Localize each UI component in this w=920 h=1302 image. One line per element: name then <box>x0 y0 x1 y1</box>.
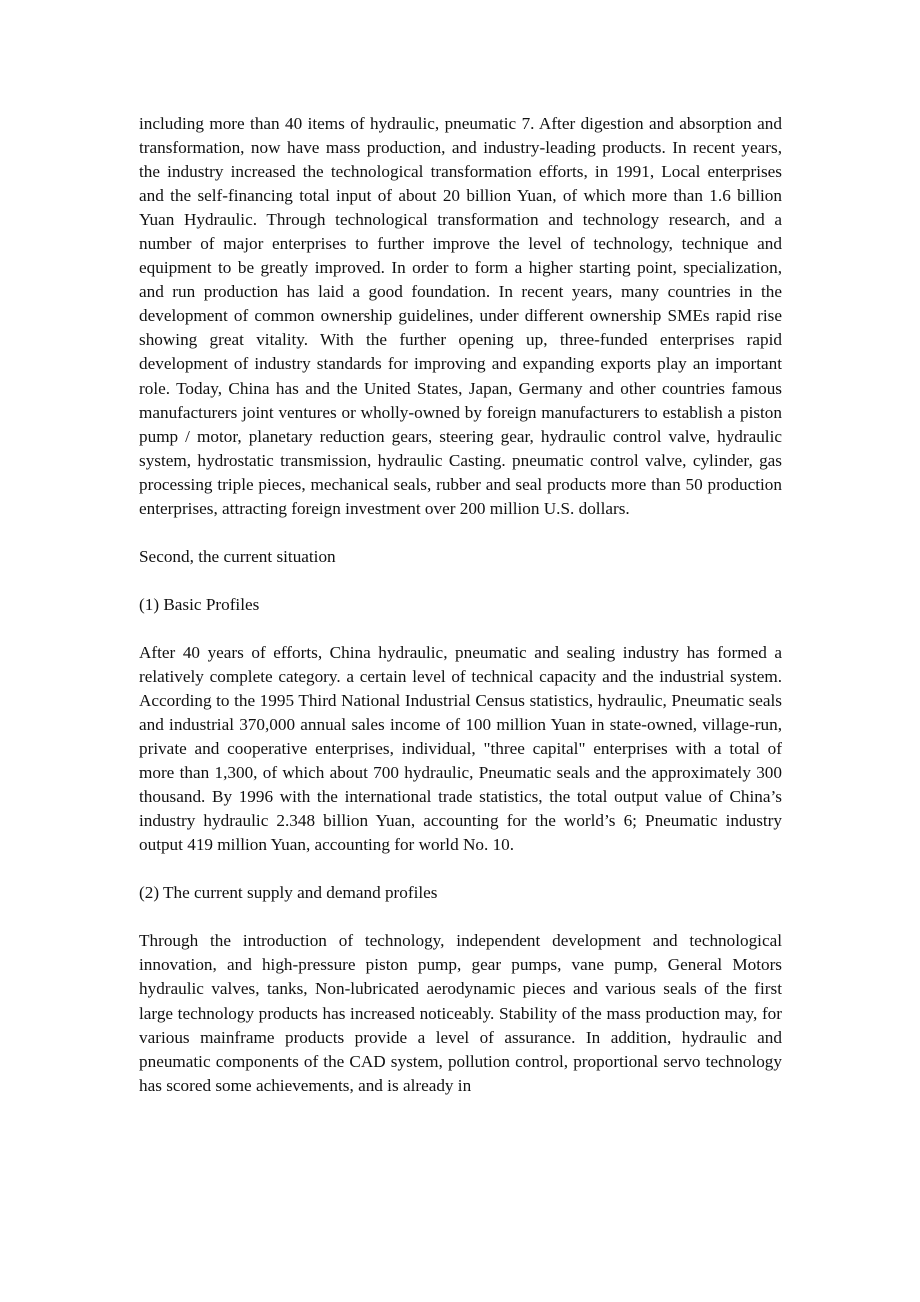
body-paragraph: Through the introduction of technology, independent development and technological innovation, and high-pressure piston pump, gear pumps, vane pump, General Motors hydraulic valves, tanks, Non-lubricated aerodynamic pieces and various seals of the first large technology products has increased noticeably. Stability of the mass production may, for various mainframe products provide a level of assurance. In addition, hydraulic and pneumatic components of the CAD system, pollution control, proportional servo technology has scored some achievements, and is already in <box>139 931 782 1095</box>
document-page <box>139 112 782 1122</box>
body-paragraph: After 40 years of efforts, China hydraulic, pneumatic and sealing industry has formed a relatively complete category. a certain level of technical capacity and the industrial system. According to the 1995 Third National Industrial Census statistics, hydraulic, Pneumatic seals and industrial 370,000 annual sales income of 100 million Yuan in state-owned, village-run, private and cooperative enterprises, individual, "three capital" enterprises with a total of more than 1,300, of which about 700 hydraulic, Pneumatic seals and the approximately 300 thousand. By 1996 with the international trade statistics, the total output value of China’s industry hydraulic 2.348 billion Yuan, accounting for the world’s 6; Pneumatic industry output 419 million Yuan, accounting for world No. 10. <box>139 642 782 855</box>
subsection-heading: (1) Basic Profiles <box>139 594 260 614</box>
body-paragraph: including more than 40 items of hydraulic, pneumatic 7. After digestion and absorption and transformation, now have mass production, and industry-leading products. In recent years, the industry increased the technological transformation efforts, in 1991, Local enterprises and the self-financing total input of about 20 billion Yuan, of which more than 1.6 billion Yuan Hydraulic. Through technological transformation and technology research, and a number of major enterprises to further improve the level of technology, technique and equipment to be greatly improved. In order to form a higher starting point, specialization, and run production has laid a good foundation. In recent years, many countries in the development of common ownership guidelines, under different ownership SMEs rapid rise showing great vitality. With the further opening up, three-funded enterprises rapid development of industry standards for improving and expanding exports play an important role. Today, China has and the United States, Japan, Germany and other countries famous manufacturers joint ventures or wholly-owned by foreign manufacturers to establish a piston pump / motor, planetary reduction gears, steering gear, hydraulic control valve, hydraulic system, hydrostatic transmission, hydraulic Casting. pneumatic control valve, cylinder, gas processing triple pieces, mechanical seals, rubber and seal products more than 50 production enterprises, attracting foreign investment over 200 million U.S. dollars. <box>139 114 782 518</box>
subsection-heading: (2) The current supply and demand profiles <box>139 883 438 903</box>
section-heading: Second, the current situation <box>139 546 336 566</box>
